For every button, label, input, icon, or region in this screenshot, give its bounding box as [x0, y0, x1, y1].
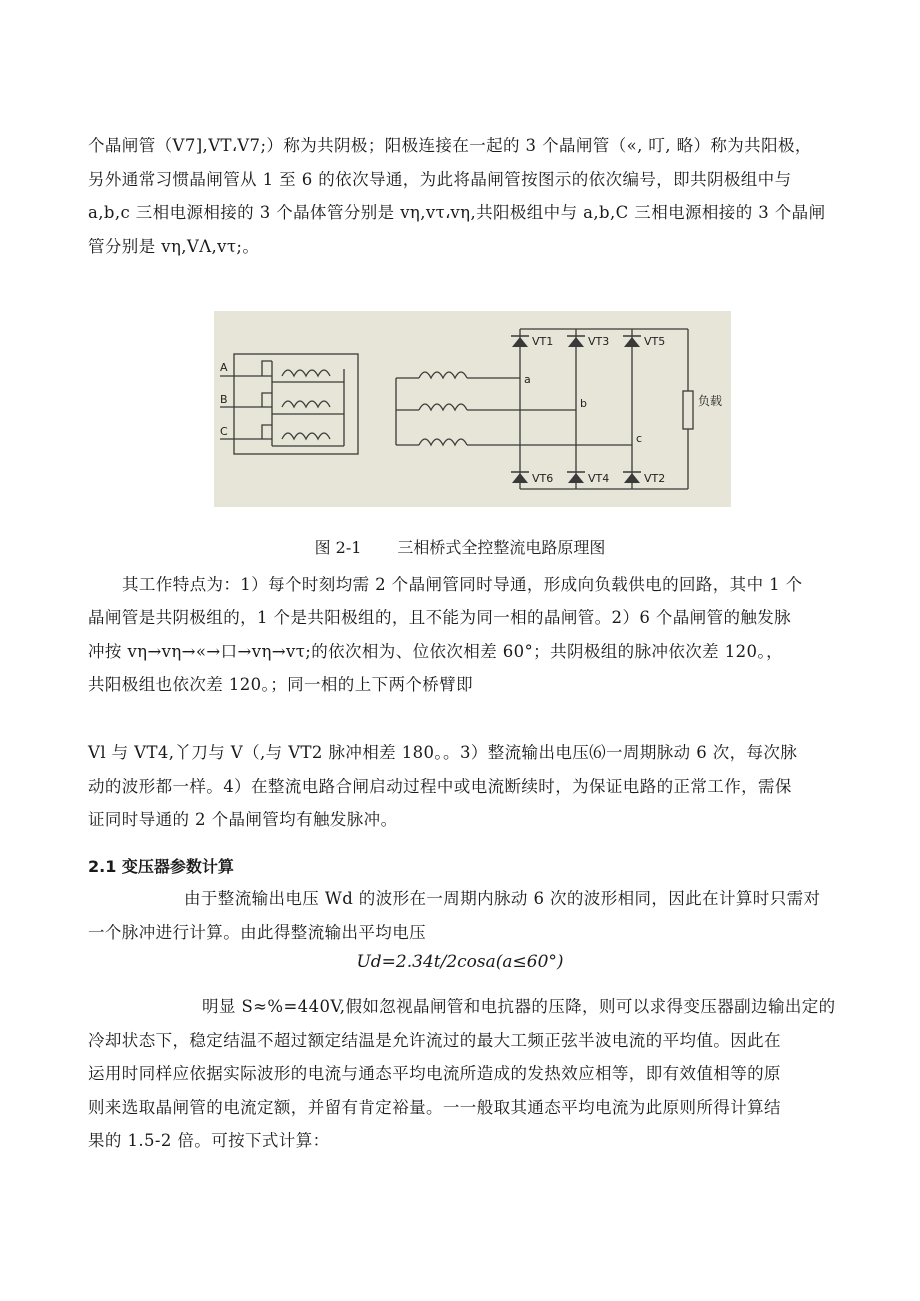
paragraph-pulse-phase [88, 736, 836, 837]
load-label: 负载 [698, 394, 723, 408]
figure-caption [0, 535, 920, 558]
text-line: 管分别是 vη,VΛ,vτ;。 [88, 236, 260, 256]
paragraph-working-features-cont [88, 601, 836, 702]
thyristor-label-vt1: VT1 [532, 335, 554, 348]
text-line: 另外通常习惯晶闸管从 1 至 6 的依次导通，为此将晶闸管按图示的依次编号，即共阴极组中与 [88, 169, 792, 189]
caption-number: 图 2-1 [314, 538, 362, 557]
section-heading: 2.1 变压器参数计算 [88, 857, 234, 876]
phase-label-c: C [220, 425, 228, 438]
text-line: 由于整流输出电压 Wd 的波形在一周期内脉动 6 次的波形相同，因此在计算时只需对 [184, 889, 821, 908]
text-line: 则来选取晶闸管的电流定额，并留有肯定裕量。一一般取其通态平均电流为此原则所得计算结 [88, 1097, 781, 1117]
phase-label-a: A [220, 361, 228, 374]
node-label-c: c [636, 432, 643, 445]
text-line: a,b,c 三相电源相接的 3 个晶体管分别是 vη,vτ،vη,共阳极组中与 a,b,C 三相电源相接的 3 个晶闸 [88, 203, 826, 222]
text-line: Vl 与 VT4,丫刀与 V（,与 VT2 脉冲相差 180。。3）整流输出电压⑹一周期脉动 6 次，每次脉 [88, 743, 798, 762]
text-line: 冲按 vη→vη→«→口→vη→vτ;的依次相为、位依次相差 60°；共阴极组的脉冲依次差 120。， [88, 641, 783, 661]
thyristor-label-vt3: VT3 [588, 335, 610, 348]
thyristor-label-vt2: VT2 [644, 472, 666, 485]
three-phase-bridge-circuit [214, 311, 731, 507]
circuit-diagram-figure [214, 311, 731, 507]
text-line: 个晶闸管（V7],VT،V7;）称为共阴极；阳极连接在一起的 3 个晶闸管（«, 叮, 略）称为共阳极， [88, 136, 812, 155]
caption-title: 三相桥式全控整流电路原理图 [397, 538, 606, 557]
node-label-a: a [524, 373, 531, 386]
paragraph-working-features [88, 568, 836, 602]
node-label-b: b [580, 397, 587, 410]
text-line: 明显 S≈%=440V,假如忽视晶闸管和电抗器的压降，则可以求得变压器副边输出定的 [202, 997, 836, 1016]
paragraph-rectifier-output [88, 882, 836, 949]
text-line: 动的波形都一样。4）在整流电路合闸启动过程中或电流断续时，为保证电路的正常工作，需保 [88, 776, 792, 796]
thyristor-label-vt6: VT6 [532, 472, 554, 485]
paragraph-thyristor-grouping [88, 129, 836, 263]
text-line: 证同时导通的 2 个晶闸管均有触发脉冲。 [88, 810, 398, 829]
thyristor-label-vt5: VT5 [644, 335, 666, 348]
text-line: 一个脉冲进行计算。由此得整流输出平均电压 [88, 922, 426, 942]
phase-label-b: B [220, 393, 228, 406]
text-line: 晶闸管是共阴极组的，1 个是共阳极组的，且不能为同一相的晶闸管。2）6 个晶闸管的触发脉 [88, 608, 792, 627]
thyristor-label-vt4: VT4 [588, 472, 610, 485]
text-line: 果的 1.5-2 倍。可按下式计算： [88, 1131, 330, 1150]
formula-average-voltage: Ud=2.34t∕2cosa(a≤60°) [356, 952, 564, 972]
text-line: 冷却状态下，稳定结温不超过额定结温是允许流过的最大工频正弦半波电流的平均值。因此在 [88, 1030, 781, 1050]
paragraph-thyristor-rating [88, 990, 836, 1158]
text-line: 共阳极组也依次差 120。；同一相的上下两个桥臂即 [88, 675, 473, 694]
text-line: 运用时同样应依据实际波形的电流与通态平均电流所造成的发热效应相等，即有效值相等的原 [88, 1064, 781, 1083]
text-line: 其工作特点为：1）每个时刻均需 2 个晶闸管同时导通，形成向负载供电的回路，其中 1 个 [122, 575, 803, 594]
